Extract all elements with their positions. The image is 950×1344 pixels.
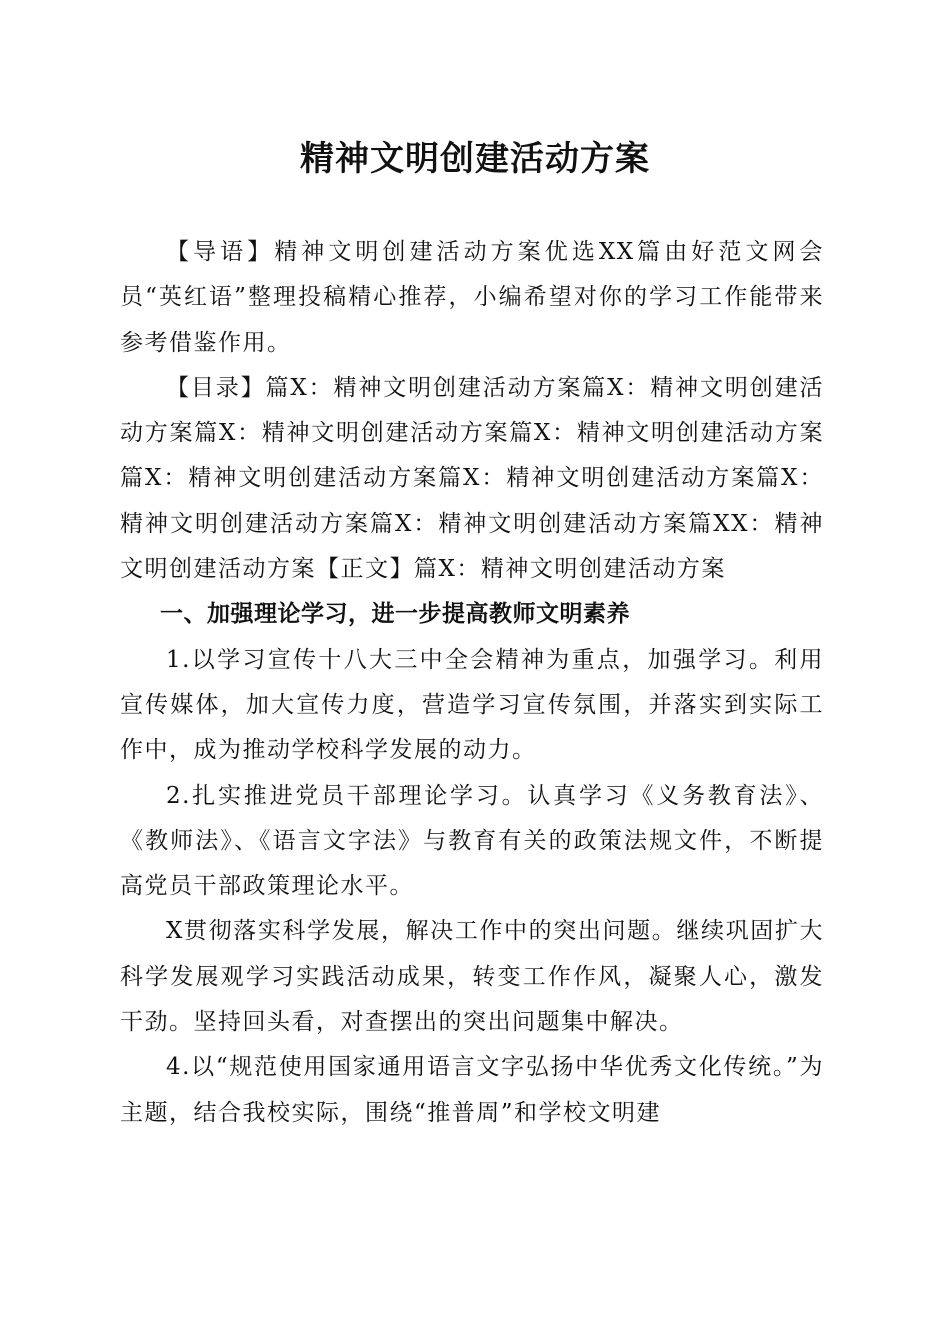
table-of-contents-paragraph: 【目录】篇X：精神文明创建活动方案篇X：精神文明创建活动方案篇X：精神文明创建活动方案篇X：精神文明创建活动方案篇X：精神文明创建活动方案篇X：精神文明创建活动方案篇X：精神文明创建活动方案篇X：精神文明创建活动方案篇XX：精神文明创建活动方案【正文】篇X：精神文明创建活动方案 [120, 374, 824, 583]
section-heading: 一、加强理论学习，进一步提高教师文明素养 [160, 601, 630, 628]
list-item: X贯彻落实科学发展，解决工作中的突出问题。继续巩固扩大科学发展观学习实践活动成果，转变工作作风，凝聚人心，激发干劲。坚持回头看，对查摆出的突出问题集中解决。 [120, 918, 824, 1036]
list-item: 1.以学习宣传十八大三中全会精神为重点，加强学习。利用宣传媒体，加大宣传力度，营造学习宣传氛围，并落实到实际工作中，成为推动学校科学发展的动力。 [120, 646, 824, 764]
list-item: 4.以“规范使用国家通用语言文字弘扬中华优秀文化传统。”为主题，结合我校实际，围绕“推普周”和学校文明建 [120, 1054, 824, 1126]
intro-paragraph: 【导语】精神文明创建活动方案优选XX篇由好范文网会员“英红语”整理投稿精心推荐，小编希望对你的学习工作能带来参考借鉴作用。 [120, 239, 824, 356]
list-item: 2.扎实推进党员干部理论学习。认真学习《义务教育法》、《教师法》、《语言文字法》与教育有关的政策法规文件，不断提高党员干部政策理论水平。 [120, 782, 824, 900]
document-title: 精神文明创建活动方案 [300, 139, 650, 179]
document-body [120, 230, 824, 1136]
